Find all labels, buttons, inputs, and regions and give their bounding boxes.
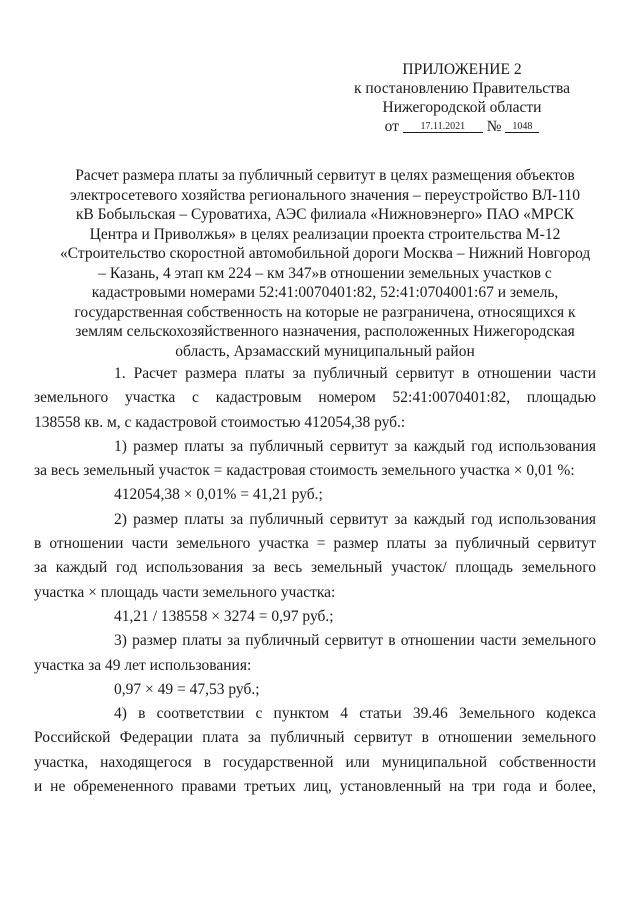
body-line: Российской Федерации плата за публичный сервитут в отношении земельного: [34, 729, 596, 747]
paragraph-1: [34, 362, 596, 435]
formula-1: 412054,38 × 0,01% = 41,21 руб.;: [114, 486, 323, 504]
body-line: за каждый год использования за весь земельный участок/ площадь земельного: [34, 559, 596, 577]
document-body: [34, 362, 596, 799]
resolution-date: 17.11.2021: [403, 121, 483, 133]
formula-3: 0,97 × 49 = 47,53 руб.;: [114, 680, 260, 698]
heading-line: «Строительство скоростной автомобильной дороги Москва – Нижний Новгород: [60, 245, 591, 262]
paragraph-5: [34, 702, 596, 799]
paragraph-4: [34, 629, 596, 678]
heading-line: землям сельскохозяйственного назначения, расположенных Нижегородская: [75, 323, 575, 340]
body-line: 138558 кв. м, с кадастровой стоимостью 412054,38 руб.:: [34, 413, 406, 431]
appendix-resolution-line: к постановлению Правительства: [354, 80, 570, 97]
heading-line: Центра и Приволжья» в целях реализации проекта строительства М-12: [89, 225, 561, 243]
formula-2: 41,21 / 138558 × 3274 = 0,97 руб.;: [114, 607, 334, 625]
resolution-number: 1048: [505, 121, 539, 133]
body-line: 3) размер платы за публичный сервитут в отношении части земельного: [114, 632, 596, 650]
heading-line: область, Арзамасский муниципальный район: [175, 342, 475, 360]
heading-line: – Казань, 4 этап км 224 – км 347»в отношении земельных участков с: [98, 264, 552, 282]
body-line: и не обремененного правами третьих лиц, установленный на три года и более,: [34, 778, 596, 796]
heading-line: Расчет размера платы за публичный сервитут в целях размещения объектов: [75, 167, 575, 184]
body-line: 4) в соответствии с пунктом 4 статьи 39.46 Земельного кодекса: [114, 705, 596, 723]
heading-line: государственная собственность на которые не разграничена, относящихся к: [74, 303, 576, 321]
body-line: 2) размер платы за публичный сервитут за каждый год использования: [114, 510, 596, 528]
paragraph-2: [34, 435, 596, 484]
body-line: земельного участка с кадастровым номером 52:41:0070401:82, площадью: [34, 389, 596, 407]
number-label: №: [486, 118, 502, 135]
body-line: в отношении части земельного участка = размер платы за публичный сервитут: [34, 535, 596, 553]
appendix-date-number-line: [332, 117, 592, 136]
paragraph-3: [34, 508, 596, 605]
from-label: от: [384, 118, 399, 135]
body-line: 1) размер платы за публичный сервитут за каждый год использования: [114, 437, 596, 455]
body-line: за весь земельный участок = кадастровая стоимость земельного участка × 0,01 %:: [34, 462, 575, 480]
body-line: 1. Расчет размера платы за публичный сервитут в отношении части: [114, 365, 596, 382]
body-line: участка × площадь части земельного участка:: [34, 583, 336, 601]
appendix-region-line: Нижегородской области: [382, 99, 542, 116]
document-heading: [60, 166, 590, 361]
body-line: участка, находящегося в государственной или муниципальной собственности: [34, 753, 596, 771]
heading-line: электросетевого хозяйства регионального значения – переустройство ВЛ-110: [69, 186, 581, 204]
appendix-header: [332, 60, 592, 136]
body-line: участка за 49 лет использования:: [34, 656, 252, 674]
appendix-title: ПРИЛОЖЕНИЕ 2: [402, 61, 522, 78]
heading-line: кВ Бобыльская – Суроватиха, АЭС филиала «Нижновэнерго» ПАО «МРСК: [75, 206, 575, 223]
heading-line: кадастровыми номерами 52:41:0070401:82, 52:41:0704001:67 и земель,: [91, 284, 559, 301]
